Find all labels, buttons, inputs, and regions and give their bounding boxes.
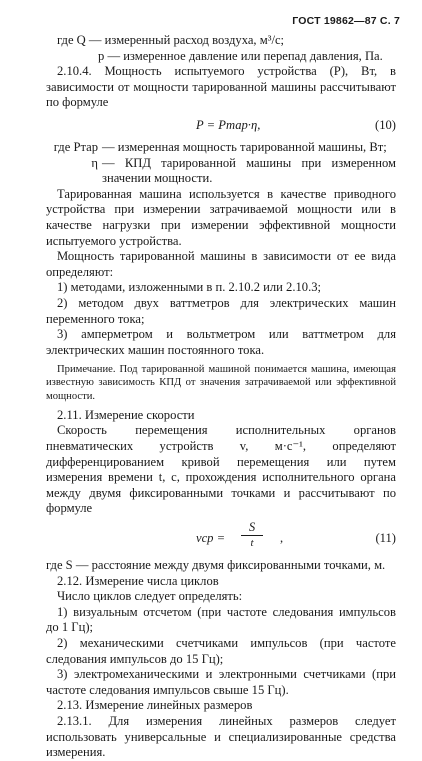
section-2-12-heading: 2.12. Измерение числа циклов: [57, 573, 219, 588]
eta-symbol: η: [91, 155, 98, 170]
formula-10-expression: P = Pтар·η,: [196, 117, 261, 132]
s-definition: где S — расстояние между двумя фиксированными точками, м.: [46, 558, 386, 573]
section-2-11-heading: 2.11. Измерение скорости: [57, 407, 195, 422]
list-item-2: 2) методом двух ваттметров для электрических машин переменного тока;: [46, 295, 396, 326]
ptar-definition: [46, 140, 396, 156]
paragraph-cycles: Число циклов следует определять:: [57, 589, 243, 604]
cycle-item-2: 2) механическими счетчиками импульсов (при частоте следования импульсов до 15 Гц);: [46, 636, 396, 666]
list-item-1: 1) методами, изложенными в п. 2.10.2 или 2.10.3;: [57, 280, 322, 295]
cycle-item-3: 3) электромеханическими и электронными счетчиками (при частоте следования импульсов свыше 15 Гц).: [46, 667, 396, 697]
cycle-item-1: 1) визуальным отсчетом (при частоте следования импульсов до 1 Гц);: [46, 604, 396, 635]
page-content: [46, 33, 396, 761]
eta-text: — КПД тарированной машины при измеренном значении мощности.: [102, 155, 396, 186]
section-2-13-1: 2.13.1. Для измерения линейных размеров следует использовать универсальные и специализированные средства измерения.: [46, 713, 396, 760]
paragraph-moshchnost: Мощность тарированной машины в зависимости от ее вида определяют:: [46, 249, 396, 279]
list-item-3: 3) амперметром и вольтметром или ваттметром для электрических машин постоянного тока.: [46, 327, 396, 357]
formula-11-fraction: [241, 520, 263, 551]
paragraph-speed: Скорость перемещения исполнительных органов пневматических устройств v, м·с⁻¹, определяют дифференцированием кривой перемещения или путем измерения времени t, с, прохождения исполнительного органа между двумя фиксированными точками и рассчитывают по формуле: [46, 423, 396, 516]
formula-10: [46, 115, 396, 137]
eta-definition: [46, 156, 396, 187]
section-2-13-heading: 2.13. Измерение линейных размеров: [57, 698, 253, 713]
formula-11-comma: ,: [280, 531, 284, 546]
ptar-text: — измеренная мощность тарированной машины, Вт;: [102, 139, 387, 154]
formula-11-lhs: vср =: [196, 531, 226, 546]
paragraph-tarirovannaya: Тарированная машина используется в качестве приводного устройства при измерении затрачиваемой мощности или в качестве нагрузки при измерении эффективной мощности испытуемого устройства.: [46, 186, 396, 248]
formula-11: [46, 520, 396, 556]
ptar-symbol: где Pтар: [53, 139, 98, 154]
note: Примечание. Под тарированной машиной понимается машина, имеющая известную зависимость КПД от значения затрачиваемой или эффективной мощности.: [46, 364, 396, 402]
formula-10-number: (10): [375, 117, 396, 132]
formula-11-numerator: S: [241, 520, 263, 536]
formula-11-number: (11): [375, 531, 396, 546]
formula-11-denominator: t: [250, 537, 254, 550]
section-2-10-4: 2.10.4. Мощность испытуемого устройства (P), Вт, в зависимости от мощности тарированной машины рассчитывают по формуле: [46, 64, 396, 110]
q-definition: где Q — измеренный расход воздуха, м³/с;: [57, 33, 285, 47]
page-header: ГОСТ 19862—87 С. 7: [292, 15, 400, 27]
p-definition: p — измеренное давление или перепад давления, Па.: [98, 48, 383, 63]
